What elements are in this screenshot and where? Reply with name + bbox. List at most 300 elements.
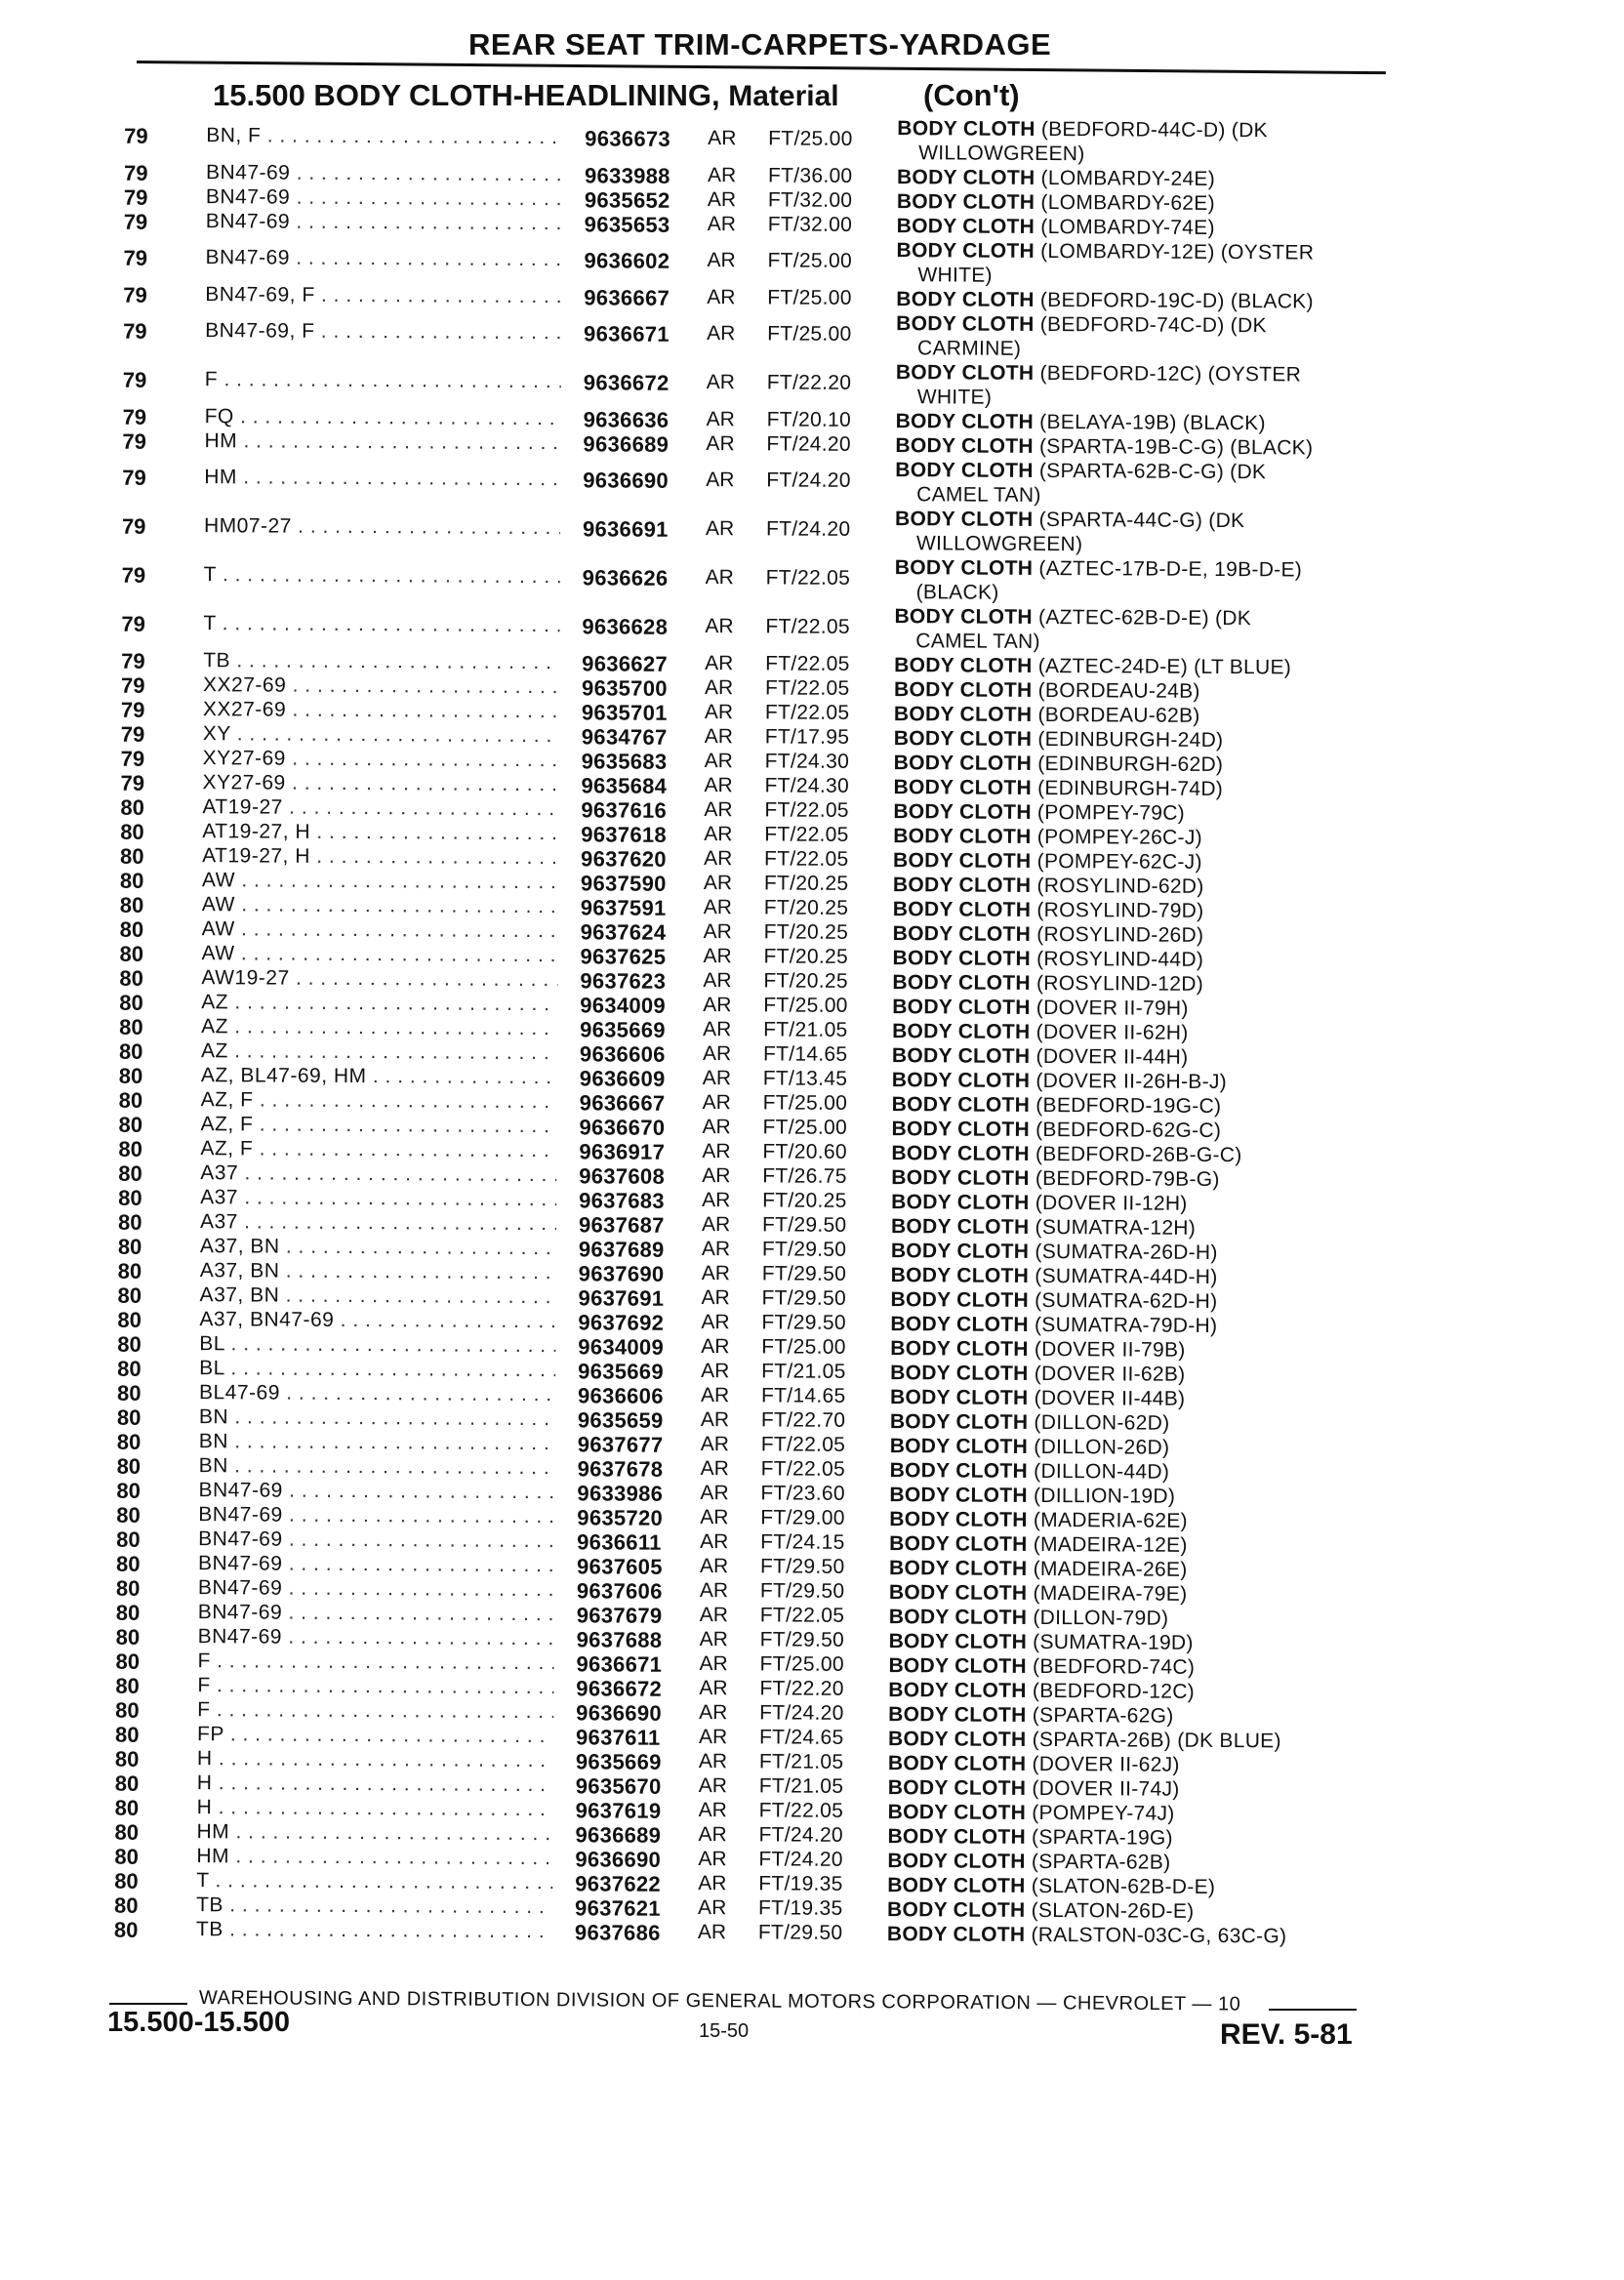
model-cell: XX27-69 . . . xyxy=(203,698,559,723)
description-type: BODY CLOTH xyxy=(896,288,1035,311)
description-cell xyxy=(892,1068,1380,1095)
description-type: BODY CLOTH xyxy=(893,825,1032,848)
part-number-cell: 9636691 xyxy=(582,516,669,542)
part-number-cell: 9636690 xyxy=(575,1847,662,1872)
footer-section-range: 15.500-15.500 xyxy=(107,2007,291,2038)
year-cell: 80 xyxy=(115,1649,141,1674)
description-cell xyxy=(887,1849,1375,1876)
quantity-cell: FT/22.20 xyxy=(759,1677,844,1700)
year-cell: 80 xyxy=(117,1209,142,1235)
part-number-cell: 9637619 xyxy=(575,1798,662,1823)
part-number-cell: 9635700 xyxy=(582,675,668,701)
description-text: (DOVER II-44B) xyxy=(1034,1386,1186,1410)
description-text: (BEDFORD-19G-C) xyxy=(1035,1093,1222,1119)
part-number-cell: 9635720 xyxy=(577,1505,664,1530)
part-number-cell: 9637688 xyxy=(576,1627,663,1652)
quantity-cell: FT/29.50 xyxy=(761,1262,847,1285)
description-text: (SPARTA-26B) (DK BLUE) xyxy=(1032,1728,1281,1753)
description-text: (BEDFORD-19C-D) (BLACK) xyxy=(1039,288,1314,313)
year-cell: 80 xyxy=(116,1453,142,1479)
quantity-cell: FT/32.00 xyxy=(767,213,853,236)
unit-cell: AR xyxy=(707,213,736,236)
quantity-cell: FT/25.00 xyxy=(762,1091,848,1115)
description-type: BODY CLOTH xyxy=(892,874,1032,897)
year-cell: 79 xyxy=(122,465,146,490)
year-cell: 80 xyxy=(118,1185,142,1210)
quantity-cell: FT/22.05 xyxy=(758,1799,844,1822)
description-cell xyxy=(892,970,1380,998)
year-cell: 80 xyxy=(114,1819,140,1845)
model-cell: F . . . xyxy=(197,1698,553,1724)
description-cell xyxy=(897,165,1385,192)
part-number-cell: 9636671 xyxy=(584,321,670,346)
part-number-cell: 9636672 xyxy=(576,1676,663,1701)
description-type: BODY CLOTH xyxy=(892,922,1032,946)
description-text: (AZTEC-62B-D-E) (DK xyxy=(1038,605,1252,631)
model-cell: XY27-69 . . . xyxy=(202,771,558,796)
model-cell: AW . . . xyxy=(201,942,557,967)
description-cell xyxy=(897,189,1385,217)
description-type: BODY CLOTH xyxy=(889,1386,1029,1409)
part-number-cell: 9637623 xyxy=(580,968,667,994)
description-text: (SPARTA-62G) xyxy=(1032,1703,1174,1728)
part-number-cell: 9635670 xyxy=(575,1773,662,1799)
quantity-cell: FT/25.00 xyxy=(768,127,853,150)
unit-cell: AR xyxy=(702,1042,732,1066)
unit-cell: AR xyxy=(702,1116,731,1139)
description-text: (LOMBARDY-24E) xyxy=(1040,166,1216,190)
quantity-cell: FT/32.00 xyxy=(767,188,853,212)
part-number-cell: 9634009 xyxy=(580,993,667,1018)
model-cell: FQ . . . xyxy=(205,405,561,430)
description-cell xyxy=(894,604,1382,656)
description-text: (BORDEAU-62B) xyxy=(1037,703,1200,727)
quantity-cell: FT/20.60 xyxy=(762,1140,847,1163)
quantity-cell: FT/24.30 xyxy=(764,750,850,773)
footer-revision: REV. 5-81 xyxy=(1220,2018,1353,2051)
description-type: BODY CLOTH xyxy=(890,1264,1030,1287)
description-text: (MADERIA-62E) xyxy=(1033,1508,1188,1532)
unit-cell: AR xyxy=(703,920,732,944)
model-cell: BN47-69, F . . . xyxy=(205,319,561,345)
description-continuation: WHITE) xyxy=(917,264,993,287)
unit-cell: AR xyxy=(704,701,734,724)
description-cell xyxy=(893,848,1381,875)
unit-cell: AR xyxy=(699,1555,729,1578)
description-cell xyxy=(891,1263,1379,1290)
description-type: BODY CLOTH xyxy=(887,1752,1027,1775)
description-text: (POMPEY-79C) xyxy=(1036,800,1186,825)
model-cell: AW . . . xyxy=(202,893,558,918)
year-cell: 80 xyxy=(116,1527,141,1552)
model-cell: AT19-27, H . . . xyxy=(202,820,558,845)
description-cell xyxy=(895,433,1383,461)
model-cell: BN47-69 . . . xyxy=(198,1479,554,1504)
part-number-cell: 9636667 xyxy=(579,1090,666,1116)
part-number-cell: 9636628 xyxy=(582,614,669,639)
description-text: (BEDFORD-62G-C) xyxy=(1035,1118,1222,1143)
description-type: BODY CLOTH xyxy=(893,752,1033,775)
unit-cell: AR xyxy=(703,896,733,919)
unit-cell: AR xyxy=(700,1384,730,1407)
part-number-cell: 9636626 xyxy=(582,565,669,590)
description-text: (BEDFORD-12C) (OYSTER xyxy=(1039,361,1302,387)
part-number-cell: 9636673 xyxy=(585,126,671,151)
year-cell: 80 xyxy=(114,1746,140,1771)
model-cell: TB . . . xyxy=(196,1893,552,1919)
part-number-cell: 9637616 xyxy=(581,797,668,823)
quantity-cell: FT/24.15 xyxy=(760,1530,845,1554)
description-cell xyxy=(897,214,1385,241)
quantity-cell: FT/22.05 xyxy=(764,701,850,724)
part-number-cell: 9637606 xyxy=(576,1578,663,1604)
description-text: (LOMBARDY-62E) xyxy=(1040,190,1215,215)
description-type: BODY CLOTH xyxy=(894,556,1034,580)
description-text: (AZTEC-24D-E) (LT BLUE) xyxy=(1037,654,1292,679)
description-type: BODY CLOTH xyxy=(888,1654,1027,1678)
description-cell xyxy=(891,1239,1379,1266)
description-cell xyxy=(891,1141,1379,1168)
year-cell: 80 xyxy=(119,941,144,966)
description-type: BODY CLOTH xyxy=(894,654,1033,677)
description-cell xyxy=(889,1580,1377,1608)
model-cell: HM . . . xyxy=(204,466,560,491)
unit-cell: AR xyxy=(702,1091,731,1115)
description-cell xyxy=(888,1653,1376,1681)
description-cell xyxy=(891,1117,1379,1144)
model-cell: BN47-69 . . . xyxy=(206,185,562,211)
quantity-cell: FT/22.05 xyxy=(764,798,849,822)
year-cell: 80 xyxy=(115,1722,140,1747)
year-cell: 80 xyxy=(118,1136,142,1161)
model-cell: F . . . xyxy=(197,1674,553,1699)
description-cell xyxy=(893,873,1381,900)
description-cell xyxy=(888,1775,1376,1803)
description-text: (BORDEAU-24B) xyxy=(1037,678,1200,703)
part-number-cell: 9637692 xyxy=(578,1310,665,1335)
footer-divider-left xyxy=(109,2003,187,2005)
model-cell: BN47-69 . . . xyxy=(198,1552,554,1577)
year-cell: 80 xyxy=(114,1844,139,1869)
part-number-cell: 9635701 xyxy=(581,700,668,725)
section-title: 15.500 BODY CLOTH-HEADLINING, xyxy=(213,78,720,112)
description-type: BODY CLOTH xyxy=(891,1069,1031,1092)
model-cell: A37, BN . . . xyxy=(200,1283,556,1309)
description-type: BODY CLOTH xyxy=(891,1118,1031,1141)
model-cell: BL47-69 . . . xyxy=(199,1381,555,1406)
model-cell: HM . . . xyxy=(196,1845,552,1870)
description-cell xyxy=(888,1800,1376,1827)
description-text: (DILLON-44D) xyxy=(1034,1459,1170,1484)
model-cell: A37, BN47-69 . . . xyxy=(199,1308,555,1333)
model-cell: XY . . . xyxy=(203,722,559,748)
unit-cell: AR xyxy=(700,1530,729,1554)
part-number-cell: 9634767 xyxy=(581,724,668,750)
quantity-cell: FT/25.00 xyxy=(763,994,848,1017)
year-cell: 80 xyxy=(119,892,144,917)
description-text: (SLATON-26D-E) xyxy=(1031,1898,1195,1923)
model-cell: AZ . . . xyxy=(201,991,557,1016)
model-cell: AT19-27, H . . . xyxy=(202,844,558,870)
description-cell xyxy=(895,555,1383,607)
description-cell xyxy=(890,1361,1378,1388)
year-cell: 79 xyxy=(120,697,145,722)
description-cell xyxy=(888,1702,1376,1730)
description-type: BODY CLOTH xyxy=(896,166,1035,189)
description-type: BODY CLOTH xyxy=(888,1581,1028,1605)
description-cell xyxy=(892,995,1380,1022)
year-cell: 79 xyxy=(123,318,147,344)
model-cell: T . . . xyxy=(204,563,560,589)
part-number-cell: 9635684 xyxy=(581,773,668,798)
description-type: BODY CLOTH xyxy=(892,1020,1031,1043)
unit-cell: AR xyxy=(699,1628,728,1651)
description-cell xyxy=(891,1287,1379,1315)
unit-cell: AR xyxy=(699,1604,729,1627)
part-number-cell: 9637678 xyxy=(577,1456,664,1482)
description-type: BODY CLOTH xyxy=(892,947,1032,970)
description-type: BODY CLOTH xyxy=(886,1923,1026,1946)
unit-cell: AR xyxy=(705,517,735,541)
description-type: BODY CLOTH xyxy=(891,1142,1030,1165)
unit-cell: AR xyxy=(704,823,733,846)
quantity-cell: FT/20.25 xyxy=(763,945,849,968)
description-text: (EDINBURGH-24D) xyxy=(1037,727,1224,753)
description-type: BODY CLOTH xyxy=(890,1240,1030,1263)
description-type: BODY CLOTH xyxy=(892,971,1031,995)
model-cell: BL . . . xyxy=(199,1357,555,1382)
description-type: BODY CLOTH xyxy=(894,605,1034,629)
description-cell xyxy=(896,311,1384,363)
quantity-cell: FT/26.75 xyxy=(762,1164,847,1188)
description-text: (SUMATRA-44D-H) xyxy=(1035,1264,1218,1288)
description-type: BODY CLOTH xyxy=(889,1532,1028,1556)
description-type: BODY CLOTH xyxy=(891,1191,1030,1214)
unit-cell: AR xyxy=(702,1164,731,1188)
description-text: (DOVER II-44H) xyxy=(1035,1044,1189,1069)
model-cell: H . . . xyxy=(197,1747,553,1772)
part-number-cell: 9637605 xyxy=(576,1554,663,1579)
quantity-cell: FT/29.50 xyxy=(759,1555,845,1578)
part-number-cell: 9636690 xyxy=(576,1700,663,1726)
year-cell: 80 xyxy=(119,1014,143,1039)
part-number-cell: 9637686 xyxy=(574,1920,661,1945)
part-number-cell: 9635669 xyxy=(580,1017,666,1042)
description-text: (SLATON-62B-D-E) xyxy=(1031,1874,1216,1898)
quantity-cell: FT/20.25 xyxy=(763,896,849,919)
model-cell: A37, BN . . . xyxy=(200,1235,556,1260)
model-cell: AZ . . . xyxy=(201,1015,557,1040)
description-type: BODY CLOTH xyxy=(887,1898,1026,1922)
unit-cell: AR xyxy=(698,1848,727,1871)
year-cell: 80 xyxy=(116,1429,142,1454)
unit-cell: AR xyxy=(704,774,733,797)
model-cell: AZ, F . . . xyxy=(200,1137,556,1162)
year-cell: 80 xyxy=(117,1307,142,1332)
description-type: BODY CLOTH xyxy=(887,1850,1026,1873)
model-cell: BN47-69 . . . xyxy=(198,1625,554,1650)
year-cell: 80 xyxy=(116,1502,141,1527)
quantity-cell: FT/25.00 xyxy=(767,322,852,346)
description-cell xyxy=(896,360,1384,412)
section-continued: (Con't) xyxy=(923,78,1020,112)
quantity-cell: FT/29.50 xyxy=(761,1238,847,1261)
model-cell: T . . . xyxy=(196,1869,552,1894)
description-type: BODY CLOTH xyxy=(887,1825,1027,1849)
quantity-cell: FT/22.20 xyxy=(766,371,852,394)
description-cell xyxy=(896,287,1384,314)
description-text: (SPARTA-62B-C-G) (DK xyxy=(1038,459,1267,484)
unit-cell: AR xyxy=(699,1652,728,1676)
description-text: (AZTEC-17B-D-E, 19B-D-E) xyxy=(1038,556,1303,582)
part-number-cell: 9637608 xyxy=(579,1163,666,1189)
quantity-cell: FT/25.00 xyxy=(767,286,852,309)
model-cell: BN47-69 . . . xyxy=(198,1527,554,1553)
model-cell: H . . . xyxy=(197,1771,553,1797)
part-number-cell: 9636670 xyxy=(579,1115,666,1140)
description-cell xyxy=(890,1434,1378,1461)
description-continuation: WHITE) xyxy=(916,386,993,409)
quantity-cell: FT/24.65 xyxy=(759,1726,844,1749)
quantity-cell: FT/21.05 xyxy=(763,1018,848,1041)
unit-cell: AR xyxy=(707,164,737,187)
unit-cell: AR xyxy=(702,1189,731,1212)
model-cell: HM07-27 . . . xyxy=(204,514,560,540)
description-cell xyxy=(889,1507,1377,1534)
quantity-cell: FT/24.20 xyxy=(758,1848,843,1871)
quantity-cell: FT/21.05 xyxy=(761,1360,846,1383)
part-number-cell: 9635669 xyxy=(578,1359,664,1384)
part-number-cell: 9636636 xyxy=(583,407,670,432)
model-cell: BL . . . xyxy=(199,1332,555,1358)
description-text: (BEDFORD-74C) xyxy=(1033,1654,1196,1679)
unit-cell: AR xyxy=(707,249,736,272)
description-type: BODY CLOTH xyxy=(895,361,1035,385)
quantity-cell: FT/13.45 xyxy=(762,1067,848,1090)
year-cell: 79 xyxy=(122,404,147,429)
description-text: (DILLON-62D) xyxy=(1034,1410,1170,1435)
description-type: BODY CLOTH xyxy=(889,1435,1029,1458)
description-cell xyxy=(890,1409,1378,1437)
quantity-cell: FT/24.30 xyxy=(764,774,850,797)
description-type: BODY CLOTH xyxy=(890,1337,1029,1361)
description-cell xyxy=(894,653,1382,680)
model-cell: AZ . . . xyxy=(201,1039,557,1065)
part-number-cell: 9637622 xyxy=(575,1871,662,1896)
description-type: BODY CLOTH xyxy=(896,190,1035,214)
description-type: BODY CLOTH xyxy=(887,1728,1027,1751)
unit-cell: AR xyxy=(701,1311,730,1334)
description-text: (DOVER II-62J) xyxy=(1032,1752,1180,1776)
unit-cell: AR xyxy=(703,1018,732,1041)
description-text: (BEDFORD-79B-G) xyxy=(1035,1166,1220,1191)
description-text: (MADEIRA-12E) xyxy=(1033,1532,1188,1557)
year-cell: 80 xyxy=(117,1331,142,1357)
quantity-cell: FT/19.35 xyxy=(758,1872,843,1895)
year-cell: 79 xyxy=(120,746,145,771)
part-number-cell: 9637621 xyxy=(575,1895,661,1921)
description-cell xyxy=(888,1678,1376,1705)
quantity-cell: FT/22.05 xyxy=(765,615,850,638)
description-text: (BEDFORD-12C) xyxy=(1032,1679,1196,1703)
description-cell xyxy=(894,726,1382,753)
year-cell: 80 xyxy=(116,1478,142,1503)
unit-cell: AR xyxy=(705,615,734,638)
quantity-cell: FT/20.25 xyxy=(763,920,849,944)
description-cell xyxy=(890,1385,1378,1412)
unit-cell: AR xyxy=(703,994,732,1017)
description-type: BODY CLOTH xyxy=(893,776,1033,799)
unit-cell: AR xyxy=(700,1433,729,1456)
description-cell xyxy=(888,1751,1376,1778)
description-text: (BELAYA-19B) (BLACK) xyxy=(1039,410,1266,435)
description-type: BODY CLOTH xyxy=(894,678,1033,702)
description-type: BODY CLOTH xyxy=(888,1679,1027,1702)
unit-cell: AR xyxy=(701,1335,730,1359)
part-number-cell: 9636917 xyxy=(579,1139,666,1164)
model-cell: BN . . . xyxy=(199,1405,555,1431)
description-text: (SUMATRA-19D) xyxy=(1033,1630,1194,1654)
description-type: BODY CLOTH xyxy=(887,1776,1027,1800)
model-cell: A37 . . . xyxy=(200,1210,556,1236)
model-cell: BN47-69 . . . xyxy=(198,1601,554,1626)
part-number-cell: 9635652 xyxy=(584,187,670,213)
year-cell: 80 xyxy=(119,965,143,991)
year-cell: 80 xyxy=(119,990,143,1015)
description-type: BODY CLOTH xyxy=(888,1557,1028,1580)
part-number-cell: 9637618 xyxy=(581,822,668,847)
model-cell: AZ, F . . . xyxy=(201,1113,557,1138)
quantity-cell: FT/21.05 xyxy=(758,1750,844,1773)
quantity-cell: FT/22.05 xyxy=(764,847,849,871)
unit-cell: AR xyxy=(698,1799,727,1822)
description-text: (DOVER II-79B) xyxy=(1034,1337,1186,1362)
description-cell xyxy=(889,1483,1377,1510)
part-number-cell: 9635669 xyxy=(575,1749,662,1774)
unit-cell: AR xyxy=(699,1677,728,1700)
part-number-cell: 9636672 xyxy=(583,370,670,395)
description-text: (ROSYLIND-44D) xyxy=(1036,947,1204,971)
unit-cell: AR xyxy=(706,371,736,394)
model-cell: H . . . xyxy=(197,1796,553,1821)
year-cell: 80 xyxy=(117,1356,142,1381)
year-cell: 80 xyxy=(120,794,144,820)
part-number-cell: 9636602 xyxy=(584,248,670,273)
model-cell: BN47-69 . . . xyxy=(198,1503,554,1528)
description-type: BODY CLOTH xyxy=(893,727,1033,751)
description-text: (ROSYLIND-79D) xyxy=(1036,898,1204,922)
unit-cell: AR xyxy=(700,1482,729,1505)
unit-cell: AR xyxy=(699,1701,728,1725)
unit-cell: AR xyxy=(701,1262,730,1285)
model-cell: TB . . . xyxy=(196,1918,552,1943)
unit-cell: AR xyxy=(698,1872,727,1895)
unit-cell: AR xyxy=(699,1579,729,1603)
part-number-cell: 9637690 xyxy=(578,1261,665,1286)
year-cell: 80 xyxy=(114,1795,140,1820)
model-cell: HM . . . xyxy=(204,429,560,455)
part-number-cell: 9637687 xyxy=(578,1212,665,1238)
model-cell: BN47-69 . . . xyxy=(205,246,561,271)
unit-cell: AR xyxy=(701,1238,731,1261)
description-text: (LOMBARDY-74E) xyxy=(1040,215,1215,239)
description-continuation: WILLOWGREEN) xyxy=(918,142,1085,166)
unit-cell: AR xyxy=(704,750,733,773)
quantity-cell: FT/24.20 xyxy=(765,517,851,541)
description-text: (DILLON-26D) xyxy=(1034,1435,1170,1459)
quantity-cell: FT/25.00 xyxy=(767,249,853,272)
model-cell: BN . . . xyxy=(199,1454,555,1480)
